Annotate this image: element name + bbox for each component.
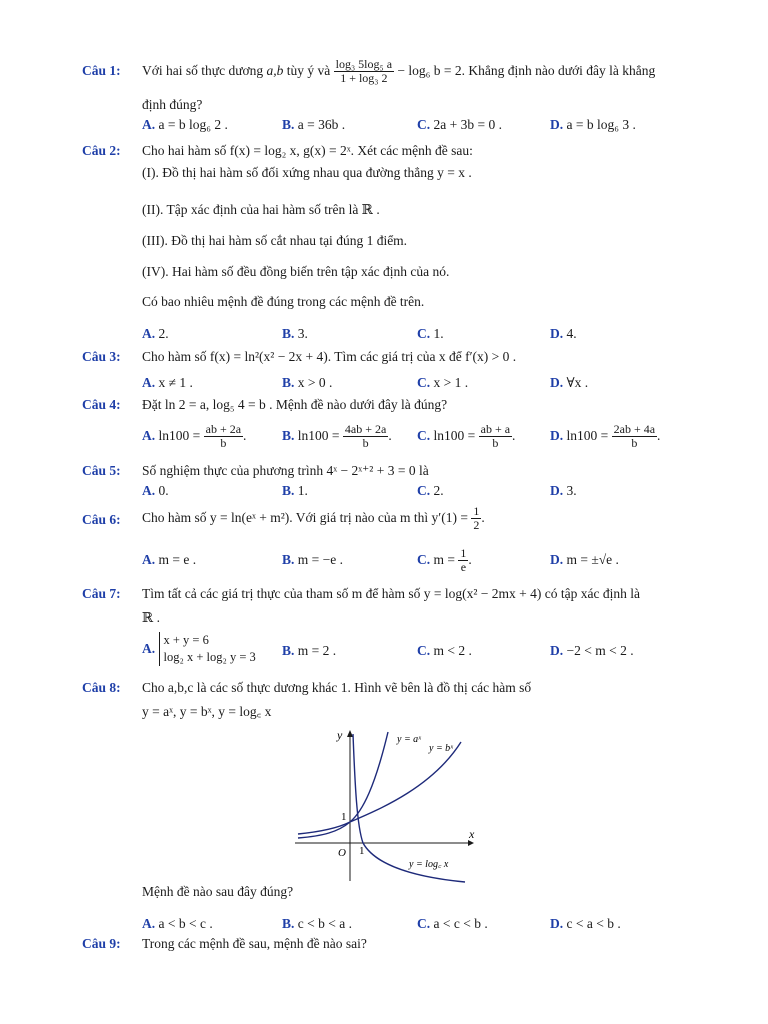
- question-6-label: Câu 6:: [82, 512, 121, 527]
- question-4-text: Đặt ln 2 = a, log₅ 4 = b . Mệnh đề nào dưới đây là đúng?: [142, 397, 448, 412]
- question-3-label: Câu 3:: [82, 349, 121, 364]
- q3-option-c[interactable]: C. x > 1 .: [417, 375, 469, 390]
- statement-3: (III). Đồ thị hai hàm số cắt nhau tại đúng 1 điểm.: [142, 233, 408, 248]
- question-1-text-cont: định đúng?: [142, 97, 203, 112]
- origin-label: O: [338, 847, 346, 859]
- y-axis-label: y: [337, 728, 343, 742]
- statement-2: (II). Tập xác định của hai hàm số trên là ℝ .: [142, 202, 380, 217]
- q4-option-d[interactable]: D. ln100 = $\frac{2ab + 4a}{b}$ .: [550, 422, 661, 451]
- q3-option-b[interactable]: B. x > 0 .: [282, 375, 333, 390]
- q5-option-c[interactable]: C. 2.: [417, 483, 444, 498]
- q1-option-d[interactable]: D. a = b log₆ 3 .: [550, 117, 636, 132]
- question-8-label: Câu 8:: [82, 680, 121, 695]
- q5-option-b[interactable]: B. 1.: [282, 483, 308, 498]
- q8-option-a[interactable]: A. a < b < c .: [142, 916, 213, 931]
- y-one-label: 1: [341, 811, 347, 823]
- x-axis-label: x: [469, 827, 475, 841]
- q8-option-c[interactable]: C. a < c < b .: [417, 916, 488, 931]
- question-1-fraction: $\frac{\text{log₃ 5log₅ a}}{\text{1 + log₃ 2}}$: [335, 57, 393, 86]
- q4-option-c[interactable]: C. ln100 = $\frac{ab + a}{b}$ .: [417, 422, 516, 451]
- q8-option-b[interactable]: B. c < b < a .: [282, 916, 352, 931]
- curve-b: [298, 742, 461, 834]
- equation-system: x + y = 6 log₂ x + log₂ y = 3: [159, 632, 256, 666]
- q2-option-a[interactable]: A. 2.: [142, 326, 169, 341]
- statement-4: (IV). Hai hàm số đều đồng biến trên tập xác định của nó.: [142, 264, 450, 279]
- question-1-text: Với hai số thực dương a,b tùy ý và $\frac{\text{log₃ 5log₅ a}}{\text{1 + log₃ 2}}$ − log₆ b = 2. Khẳng định nào dưới đây là khẳng: [142, 57, 656, 86]
- q6-option-b[interactable]: B. m = −e .: [282, 552, 343, 567]
- q3-option-a[interactable]: A. x ≠ 1 .: [142, 375, 193, 390]
- curve-c-label: y = log꜀ x: [409, 859, 449, 870]
- q7-option-b[interactable]: B. m = 2 .: [282, 643, 337, 658]
- q8-option-d[interactable]: D. c < a < b .: [550, 916, 621, 931]
- question-7-text-cont: ℝ .: [142, 610, 160, 625]
- question-9-text: Trong các mệnh đề sau, mệnh đề nào sai?: [142, 936, 367, 951]
- question-1-label: Câu 1:: [82, 63, 121, 78]
- q6-option-a[interactable]: A. m = e .: [142, 552, 197, 567]
- question-2-label: Câu 2:: [82, 143, 121, 158]
- x-one-label: 1: [359, 845, 365, 857]
- question-5-label: Câu 5:: [82, 463, 121, 478]
- question-3-text: Cho hàm số f(x) = ln²(x² − 2x + 4). Tìm các giá trị của x để f′(x) > 0 .: [142, 349, 517, 364]
- q5-option-a[interactable]: A. 0.: [142, 483, 169, 498]
- q1-option-b[interactable]: B. a = 36b .: [282, 117, 346, 132]
- q6-option-d[interactable]: D. m = ±√e .: [550, 552, 619, 567]
- q4-option-a[interactable]: A. ln100 = $\frac{ab + 2a}{b}$ .: [142, 422, 247, 451]
- question-6-text: Cho hàm số y = ln(eˣ + m²). Với giá trị nào của m thì y′(1) = $\frac{1}{2}$ .: [142, 504, 485, 533]
- function-graph: [293, 726, 478, 884]
- q2-option-b[interactable]: B. 3.: [282, 326, 308, 341]
- question-7-text: Tìm tất cả các giá trị thực của tham số m để hàm số y = log(x² − 2mx + 4) có tập xác định là: [142, 586, 640, 601]
- q2-option-c[interactable]: C. 1.: [417, 326, 444, 341]
- q1-option-c[interactable]: C. 2a + 3b = 0 .: [417, 117, 502, 132]
- question-8-text: Cho a,b,c là các số thực dương khác 1. Hình vẽ bên là đồ thị các hàm số: [142, 680, 532, 695]
- question-7-label: Câu 7:: [82, 586, 121, 601]
- statement-1: (I). Đồ thị hai hàm số đối xứng nhau qua đường thẳng y = x .: [142, 165, 472, 180]
- q2-option-d[interactable]: D. 4.: [550, 326, 577, 341]
- q7-option-c[interactable]: C. m < 2 .: [417, 643, 472, 658]
- y-axis-arrow: [347, 730, 353, 737]
- q1-option-a[interactable]: A. a = b log₆ 2 .: [142, 117, 228, 132]
- q5-option-d[interactable]: D. 3.: [550, 483, 577, 498]
- question-5-text: Số nghiệm thực của phương trình 4ˣ − 2ˣ⁺² + 3 = 0 là: [142, 463, 429, 478]
- question-8-text-cont: y = aˣ, y = bˣ, y = log꜀ x: [142, 704, 272, 719]
- q6-option-c[interactable]: C. m = $\frac{1}{e}$ .: [417, 546, 472, 575]
- question-9-label: Câu 9:: [82, 936, 121, 951]
- curve-b-label: y = bˣ: [429, 743, 454, 754]
- curve-a-label: y = aˣ: [397, 734, 422, 745]
- q7-option-d[interactable]: D. −2 < m < 2 .: [550, 643, 634, 658]
- question-4-label: Câu 4:: [82, 397, 121, 412]
- q4-option-b[interactable]: B. ln100 = $\frac{4ab + 2a}{b}$ .: [282, 422, 392, 451]
- question-8-ask: Mệnh đề nào sau đây đúng?: [142, 884, 294, 899]
- question-2-ask: Có bao nhiêu mệnh đề đúng trong các mệnh đề trên.: [142, 294, 425, 309]
- q7-option-a[interactable]: A. x + y = 6 log₂ x + log₂ y = 3: [142, 633, 256, 664]
- q3-option-d[interactable]: D. ∀x .: [550, 375, 589, 390]
- question-2-text: Cho hai hàm số f(x) = log₂ x, g(x) = 2ˣ. Xét các mệnh đề sau:: [142, 143, 473, 158]
